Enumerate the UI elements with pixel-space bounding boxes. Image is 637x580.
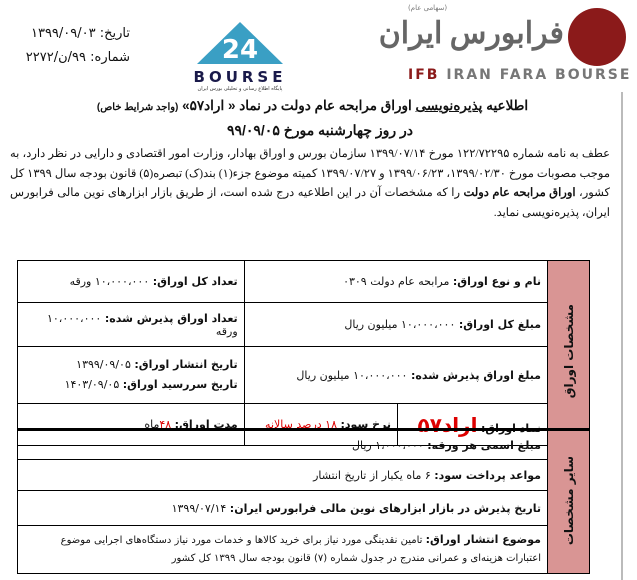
securities-spec-table	[17, 260, 590, 446]
accepted-amount-label: مبلغ اوراق پذیرش شده:	[410, 368, 541, 382]
cell-amount	[244, 303, 547, 347]
announcement-date: در روز چهارشنبه مورخ ۹۹/۰۹/۰۵	[226, 122, 414, 138]
ifb-emblem-icon	[568, 8, 626, 66]
title-qualifier: (واجد شرایط خاص)	[96, 102, 179, 113]
ifb-tag: (سهامی عام)	[408, 4, 448, 12]
bourse-word: BOURSE	[193, 68, 287, 86]
face-label: مبلغ اسمی هر ورقه:	[427, 438, 541, 452]
accepted-count-value: ۱۰،۰۰۰،۰۰۰ ورقه	[46, 311, 238, 338]
title-underlined: پذیره‌نویسی	[415, 98, 483, 113]
page-edge	[621, 92, 623, 580]
cell-purpose	[18, 526, 548, 574]
accepted-count-label: تعداد اوراق پذیرش شده:	[104, 311, 238, 325]
number-value: ۹۹/ن/۲۲۷۲	[25, 50, 87, 65]
cell-name	[244, 261, 547, 303]
rate-value: ۱۸ درصد سالانه	[265, 418, 337, 431]
issue-value: ۱۳۹۹/۰۹/۰۵	[76, 358, 131, 371]
cell-accepted-amount	[244, 347, 547, 404]
bourse24-logo	[175, 20, 305, 90]
table-row	[18, 430, 590, 460]
label: سایر مشخصات	[561, 455, 576, 546]
cell-dates	[18, 347, 245, 404]
cell-face	[18, 430, 548, 460]
ifb-logo	[378, 4, 632, 89]
section-label	[548, 430, 590, 574]
amount-value: ۱۰،۰۰۰،۰۰۰ میلیون ریال	[344, 318, 456, 331]
date-label: تاریخ:	[99, 26, 130, 41]
paragraph-text: را که مشخصات آن در این اطلاعیه درج شده است، از طریق بازار ابزارهای نوین مالی فرابورس ایران، پذیره‌نویسی نماید.	[10, 187, 610, 219]
purpose-value: تامین نقدینگی مورد نیاز برای خرید کالاها و خدمات مورد نیاز دستگاه‌های اجرایی موضوع اعتبارات هزینه‌ای و عمرانی مندرج در جدول شماره (۷) قانون بودجه سال ۱۳۹۹ کل کشور	[60, 535, 541, 564]
cell-acceptance	[18, 491, 548, 526]
amount-label: مبلغ کل اوراق:	[458, 318, 541, 331]
date-value: ۱۳۹۹/۰۹/۰۳	[30, 26, 96, 41]
ifb-name: فرابورس ایران	[378, 17, 564, 50]
section-label	[548, 261, 590, 446]
count-value: ۱۰،۰۰۰،۰۰۰ ورقه	[69, 275, 150, 288]
table-row	[18, 347, 590, 404]
acceptance-value: ۱۳۹۹/۰۷/۱۴	[171, 501, 227, 515]
symbol-label: نماد اوراق:	[480, 421, 541, 435]
svg-text:24: 24	[221, 35, 259, 64]
title-part: اطلاعیه	[482, 98, 529, 113]
table-row	[18, 303, 590, 347]
purpose-label: موضوع انتشار اوراق:	[425, 533, 541, 546]
bourse-subtitle: پایگاه اطلاع رسانی و تحلیلی بورس ایران	[197, 86, 283, 92]
term-unit: ماه	[144, 418, 160, 431]
name-label: نام و نوع اوراق:	[452, 275, 541, 288]
ifb-english	[408, 66, 631, 84]
payment-label: مواعد پرداخت سود:	[434, 468, 541, 482]
table-row	[18, 460, 590, 491]
label: مشخصات اوراق	[561, 304, 576, 399]
other-spec-table	[17, 428, 590, 574]
date-line	[10, 22, 130, 46]
cell-payment	[18, 460, 548, 491]
mountain-logo-icon	[195, 20, 285, 64]
count-label: تعداد کل اوراق:	[152, 275, 238, 288]
maturity-value: ۱۴۰۳/۰۹/۰۵	[64, 378, 120, 391]
payment-value: ۶ ماه یکبار از تاریخ انتشار	[313, 468, 431, 482]
name-value: مرابحه عام دولت ۰۳۰۹	[343, 275, 450, 288]
title-part: اوراق مرابحه عام دولت در نماد « اراد۵۷»	[178, 98, 416, 113]
ifb-english-name: IRAN FARA BOURSE	[446, 67, 632, 83]
maturity-label: تاریخ سررسید اوراق:	[122, 378, 238, 391]
face-value: ۱،۰۰۰،۰۰۰ ریال	[352, 438, 424, 452]
cell-accepted-count	[18, 303, 245, 347]
intro-paragraph	[10, 145, 610, 223]
accepted-amount-value: ۱۰،۰۰۰،۰۰۰ میلیون ریال	[296, 368, 408, 382]
ifb-prefix: IFB	[408, 67, 440, 83]
letter-header	[10, 22, 130, 70]
cell-count	[18, 261, 245, 303]
symbol-value: اراد۵۷	[417, 412, 478, 437]
rate-label: نرخ سود:	[340, 418, 391, 431]
term-value: ۴۸	[159, 418, 172, 431]
acceptance-label: تاریخ پذیرش در بازار ابزارهای نوین مالی فرابورس ایران:	[229, 501, 541, 515]
table-row	[18, 526, 590, 574]
number-label: شماره:	[90, 50, 130, 65]
announcement-title	[5, 96, 620, 118]
number-line	[10, 46, 130, 70]
table-row	[18, 491, 590, 526]
issue-label: تاریخ انتشار اوراق:	[134, 358, 238, 371]
term-label: مدت اوراق:	[174, 418, 238, 431]
table-row	[18, 261, 590, 303]
paragraph-bold: اوراق مرابحه عام دولت	[463, 187, 576, 199]
paragraph-text: عطف به نامه شماره ۱۲۲/۷۲۲۹۵ مورخ ۱۳۹۹/۰۷/۱۴ سازمان بورس و اوراق بهادار، وزارت امور اقتصادی و دارایی در نظر دارد، به موجب مصوبات مورخ ۱۳۹۹/۰۲/۳۰، ۱۳۹۹/۰۶/۲۳ و ۱۳۹۹/۰۷/۲۷ کمیته موضوع جزء(۱) بند(ک) تبصره(۵) قانون بودجه سال ۱۳۹۹ کل کشور،	[10, 148, 611, 199]
